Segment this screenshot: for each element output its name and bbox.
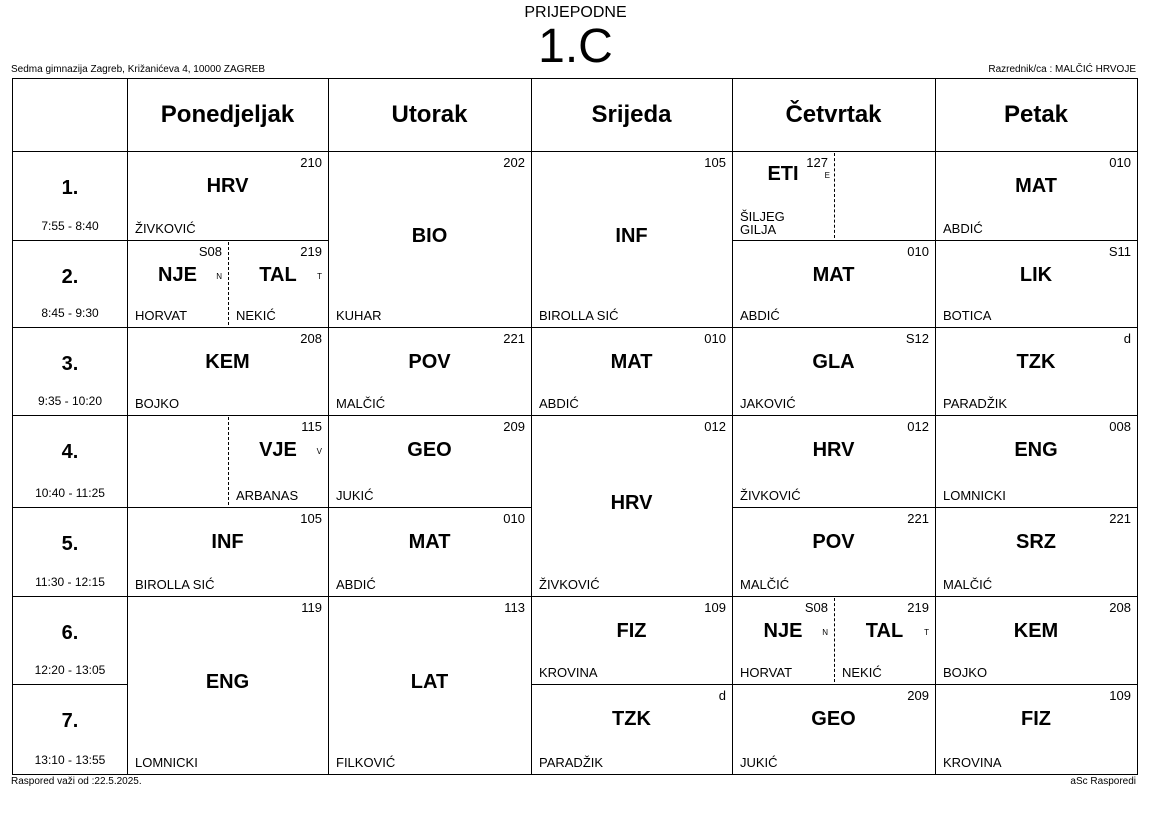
subject-code: VJE [259, 439, 297, 461]
room-number: 012 [907, 419, 929, 434]
subject-code: TAL [259, 264, 297, 286]
lesson-cell[interactable] [935, 596, 1137, 684]
teacher-name: PARADŽIK [943, 396, 1008, 411]
teacher-name: ABDIĆ [336, 577, 376, 592]
room-number: 127 [806, 155, 828, 170]
grid-line [13, 596, 127, 597]
split-divider [228, 242, 229, 325]
room-number: 221 [907, 511, 929, 526]
teacher-name: JUKIĆ [336, 488, 374, 503]
subject-code: LIK [1019, 264, 1053, 286]
lesson-cell[interactable] [328, 151, 531, 327]
lesson-cell[interactable] [328, 327, 531, 415]
room-number: 208 [300, 331, 322, 346]
lesson-cell[interactable] [127, 415, 228, 507]
subject-code: MAT [408, 531, 451, 553]
teacher-name: LOMNICKI [135, 755, 198, 770]
teacher-name: KROVINA [943, 755, 1002, 770]
subject-code: MAT [1015, 175, 1057, 197]
lesson-cell[interactable] [732, 415, 935, 507]
lesson-cell[interactable] [228, 415, 328, 507]
teacher-name: BIROLLA SIĆ [135, 577, 215, 592]
timetable-grid [12, 78, 1138, 775]
day-header: Utorak [391, 101, 468, 128]
teacher-name: HORVAT [740, 665, 793, 680]
subject-code: TZK [612, 708, 651, 730]
lesson-cell[interactable] [531, 151, 732, 327]
subject-code: MAT [610, 351, 653, 373]
lesson-cell[interactable] [531, 596, 732, 684]
group-marker: T [317, 272, 322, 281]
teacher-name: ABDIĆ [740, 308, 780, 323]
subject-code: GEO [811, 708, 856, 730]
school-address: Sedma gimnazija Zagreb, Križanićeva 4, 10000 ZAGREB [11, 64, 266, 75]
teacher-name: MALČIĆ [740, 577, 790, 592]
subject-code: HRV [206, 175, 249, 197]
room-number: S08 [198, 244, 222, 259]
room-number: d [718, 688, 726, 703]
split-divider [834, 598, 835, 682]
room-number: 012 [704, 419, 726, 434]
teacher-name: BOTICA [943, 308, 992, 323]
teacher-name: PARADŽIK [539, 755, 604, 770]
teacher-name: ŠILJEG GILJA [740, 209, 785, 237]
grid-line [13, 684, 127, 685]
period-number: 6. [61, 622, 79, 644]
room-number: 119 [301, 600, 322, 615]
room-number: 105 [704, 155, 726, 170]
lesson-cell[interactable] [732, 240, 935, 327]
room-number: S12 [905, 331, 929, 346]
subject-code: BIO [411, 225, 448, 247]
period-time: 9:35 - 10:20 [37, 394, 103, 408]
room-number: 115 [301, 419, 322, 434]
lesson-cell[interactable] [834, 596, 935, 684]
grid-line [13, 327, 127, 328]
room-number: 210 [300, 155, 322, 170]
teacher-name: ABDIĆ [539, 396, 579, 411]
lesson-cell[interactable] [127, 327, 328, 415]
day-header: Srijeda [591, 101, 672, 128]
period-number: 5. [61, 533, 79, 555]
grid-line [13, 507, 127, 508]
lesson-cell[interactable] [531, 684, 732, 774]
room-number: 109 [704, 600, 726, 615]
group-marker: E [824, 171, 830, 180]
subject-code: ETI [767, 163, 799, 185]
teacher-name: NEKIĆ [842, 665, 882, 680]
lesson-cell[interactable] [834, 151, 935, 240]
subject-code: KEM [205, 351, 250, 373]
lesson-cell[interactable] [935, 415, 1137, 507]
group-marker: V [316, 447, 322, 456]
grid-line [13, 415, 127, 416]
room-number: 010 [907, 244, 929, 259]
teacher-name: KROVINA [539, 665, 598, 680]
group-marker: N [822, 628, 828, 637]
lesson-cell[interactable] [732, 507, 935, 596]
subject-code: NJE [763, 620, 803, 642]
room-number: 010 [704, 331, 726, 346]
period-time: 11:30 - 12:15 [35, 575, 105, 589]
lesson-cell[interactable] [935, 327, 1137, 415]
room-number: 219 [300, 244, 322, 259]
software-credit: aSc Rasporedi [1070, 776, 1136, 787]
class-name: 1.C [538, 20, 613, 73]
room-number: 109 [1109, 688, 1131, 703]
period-time: 12:20 - 13:05 [34, 663, 106, 677]
teacher-name: JAKOVIĆ [740, 396, 796, 411]
teacher-name: ŽIVKOVIĆ [135, 221, 196, 236]
teacher-name: MALČIĆ [336, 396, 386, 411]
room-number: 105 [300, 511, 322, 526]
lesson-cell[interactable] [732, 596, 834, 684]
subject-code: POV [812, 531, 855, 553]
validity-note: Raspored važi od :22.5.2025. [11, 776, 142, 787]
teacher-name: KUHAR [336, 308, 382, 323]
lesson-cell[interactable] [127, 596, 328, 774]
lesson-cell[interactable] [935, 151, 1137, 240]
teacher-name: LOMNICKI [943, 488, 1006, 503]
group-marker: T [924, 628, 929, 637]
room-number: 113 [504, 600, 525, 615]
period-time: 7:55 - 8:40 [41, 219, 99, 233]
teacher-name: ŽIVKOVIĆ [539, 577, 600, 592]
day-header: Petak [1003, 101, 1069, 128]
room-number: 010 [1109, 155, 1131, 170]
period-time: 8:45 - 9:30 [41, 306, 99, 320]
lesson-cell[interactable] [935, 240, 1137, 327]
lesson-cell[interactable] [732, 327, 935, 415]
lesson-cell[interactable] [531, 415, 732, 596]
room-number: d [1123, 331, 1131, 346]
room-number: 008 [1109, 419, 1131, 434]
split-divider [834, 153, 835, 238]
subject-code: GLA [812, 351, 855, 373]
subject-code: INF [615, 225, 648, 247]
lesson-cell[interactable] [935, 684, 1137, 774]
teacher-name: HORVAT [135, 308, 188, 323]
subject-code: HRV [812, 439, 855, 461]
day-header: Ponedjeljak [160, 101, 295, 128]
subject-code: INF [211, 531, 244, 553]
subject-code: NJE [158, 264, 197, 286]
teacher-name: BOJKO [943, 665, 988, 680]
group-marker: N [216, 272, 222, 281]
subject-code: GEO [407, 439, 452, 461]
room-number: S08 [804, 600, 828, 615]
lesson-cell[interactable] [328, 415, 531, 507]
lesson-cell[interactable] [732, 684, 935, 774]
room-number: 219 [907, 600, 929, 615]
subject-code: TZK [1016, 351, 1056, 373]
subject-code: ENG [205, 671, 250, 693]
teacher-name: NEKIĆ [236, 308, 276, 323]
period-number: 7. [61, 710, 79, 732]
period-number: 2. [61, 266, 79, 288]
teacher-name: JUKIĆ [740, 755, 778, 770]
teacher-name: BOJKO [135, 396, 180, 411]
subject-code: LAT [410, 671, 449, 693]
subject-code: SRZ [1016, 531, 1056, 553]
class-teacher: Razrednik/ca : MALČIĆ HRVOJE [988, 64, 1136, 75]
teacher-name: ARBANAS [236, 488, 299, 503]
split-divider [228, 417, 229, 505]
subject-code: MAT [812, 264, 855, 286]
room-number: 221 [1109, 511, 1131, 526]
room-number: S11 [1108, 244, 1131, 259]
period-number: 4. [61, 441, 79, 463]
period-time: 10:40 - 11:25 [35, 486, 105, 500]
teacher-name: BIROLLA SIĆ [539, 308, 619, 323]
subject-code: FIZ [1021, 708, 1051, 730]
room-number: 202 [503, 155, 525, 170]
lesson-cell[interactable] [127, 507, 328, 596]
teacher-name: ŽIVKOVIĆ [740, 488, 801, 503]
subject-code: ENG [1014, 439, 1058, 461]
room-number: 221 [503, 331, 525, 346]
lesson-cell[interactable] [328, 507, 531, 596]
lesson-cell[interactable] [531, 327, 732, 415]
room-number: 209 [503, 419, 525, 434]
subject-code: FIZ [616, 620, 647, 642]
room-number: 209 [907, 688, 929, 703]
subject-code: KEM [1013, 620, 1059, 642]
room-number: 208 [1109, 600, 1131, 615]
teacher-name: FILKOVIĆ [336, 755, 396, 770]
lesson-cell[interactable] [228, 240, 328, 327]
lesson-cell[interactable] [127, 151, 328, 240]
subject-code: POV [408, 351, 451, 373]
teacher-name: MALČIĆ [943, 577, 993, 592]
day-header: Četvrtak [785, 101, 882, 128]
grid-line [13, 240, 127, 241]
lesson-cell[interactable] [127, 240, 228, 327]
lesson-cell[interactable] [935, 507, 1137, 596]
period-number: 1. [61, 177, 79, 199]
subject-code: HRV [610, 492, 653, 514]
subject-code: TAL [865, 620, 904, 642]
period-number: 3. [61, 353, 79, 375]
period-time: 13:10 - 13:55 [34, 753, 106, 767]
session-title: PRIJEPODNE [524, 4, 627, 21]
teacher-name: ABDIĆ [943, 221, 983, 236]
room-number: 010 [503, 511, 525, 526]
lesson-cell[interactable] [732, 151, 834, 240]
lesson-cell[interactable] [328, 596, 531, 774]
